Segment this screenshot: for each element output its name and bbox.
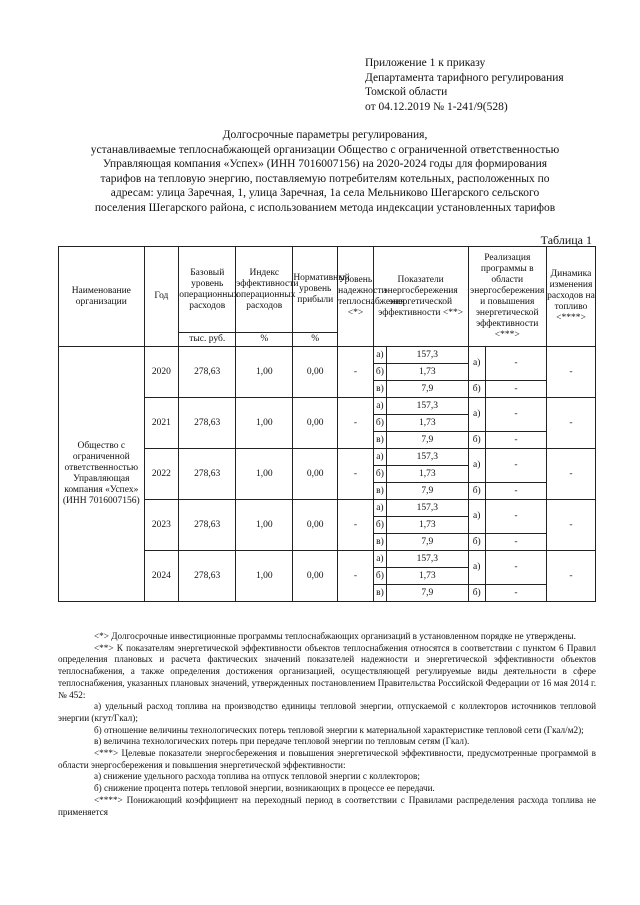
- energy-label-cell: б): [373, 364, 386, 381]
- energy-label-cell: а): [373, 449, 386, 466]
- index-cell: 1,00: [236, 449, 293, 500]
- index-cell: 1,00: [236, 500, 293, 551]
- energy-value-cell: 157,3: [387, 449, 469, 466]
- profit-cell: 0,00: [293, 500, 338, 551]
- footnote: в) величина технологических потерь при передаче тепловой энергии по тепловым сетям (Гкал).: [94, 736, 470, 747]
- year-cell: 2023: [144, 500, 179, 551]
- energy-label-cell: в): [373, 483, 386, 500]
- profit-cell: 0,00: [293, 449, 338, 500]
- energy-label-cell: в): [373, 585, 386, 602]
- energy-value-cell: 157,3: [387, 347, 469, 364]
- energy-value-cell: 157,3: [387, 398, 469, 415]
- dynamics-cell: -: [546, 500, 595, 551]
- year-cell: 2022: [144, 449, 179, 500]
- title-line: Управляющая компания «Успех» (ИНН 7016007156) на 2020-2024 годы для формирования: [102, 158, 548, 171]
- unit-index: %: [236, 333, 293, 347]
- dynamics-cell: -: [546, 551, 595, 602]
- program-value-cell: -: [485, 500, 546, 534]
- program-value-cell: -: [485, 432, 546, 449]
- dynamics-cell: -: [546, 449, 595, 500]
- program-value-cell: -: [485, 449, 546, 483]
- reliability-cell: -: [338, 449, 374, 500]
- year-cell: 2021: [144, 398, 179, 449]
- footnote: а) снижение удельного расхода топлива на отпуск тепловой энергии с коллекторов;: [94, 771, 420, 782]
- program-label-cell: б): [468, 585, 485, 602]
- reliability-cell: -: [338, 398, 374, 449]
- program-value-cell: -: [485, 551, 546, 585]
- appendix-line: Приложение 1 к приказу: [365, 57, 486, 69]
- header-base: Базовый уровень операционных расходов: [179, 247, 236, 333]
- energy-value-cell: 1,73: [387, 568, 469, 585]
- footnote: <***> Целевые показатели энергосбережения и повышения энергетической эффективности, предусмотренные программой в области энергосбережения и повышения энергетической эффективности:: [58, 748, 596, 770]
- base-cell: 278,63: [179, 551, 236, 602]
- index-cell: 1,00: [236, 551, 293, 602]
- title-line: поселения Шегарского района, с использованием метода индексации установленных тарифов: [94, 201, 556, 214]
- energy-label-cell: в): [373, 534, 386, 551]
- energy-label-cell: б): [373, 568, 386, 585]
- energy-value-cell: 7,9: [387, 432, 469, 449]
- year-cell: 2024: [144, 551, 179, 602]
- parameters-table: [58, 246, 596, 602]
- program-label-cell: а): [468, 347, 485, 381]
- index-cell: 1,00: [236, 398, 293, 449]
- footnote: б) снижение процента потерь тепловой энергии, возникающих в процессе ее передачи.: [94, 783, 435, 794]
- program-label-cell: а): [468, 398, 485, 432]
- program-value-cell: -: [485, 381, 546, 398]
- program-value-cell: -: [485, 398, 546, 432]
- base-cell: 278,63: [179, 449, 236, 500]
- program-value-cell: -: [485, 534, 546, 551]
- profit-cell: 0,00: [293, 551, 338, 602]
- program-label-cell: б): [468, 483, 485, 500]
- header-index: Индекс эффективности операционных расходов: [236, 247, 293, 333]
- energy-value-cell: 7,9: [387, 534, 469, 551]
- energy-label-cell: б): [373, 415, 386, 432]
- header-dynamics: Динамика изменения расходов на топливо <****>: [546, 247, 595, 347]
- header-year: Год: [144, 247, 179, 347]
- program-value-cell: -: [485, 585, 546, 602]
- program-label-cell: а): [468, 500, 485, 534]
- org-name-cell: Общество с ограниченной ответственностью Управляющая компания «Успех» (ИНН 7016007156): [59, 347, 145, 602]
- footnote: а) удельный расход топлива на производство единицы тепловой энергии, отпускаемой с коллекторов источников тепловой энергии (кгут/Гкал);: [58, 701, 596, 723]
- energy-value-cell: 7,9: [387, 381, 469, 398]
- base-cell: 278,63: [179, 398, 236, 449]
- header-org: Наименование организации: [59, 247, 145, 347]
- title-line: Долгосрочные параметры регулирования,: [222, 129, 428, 141]
- energy-label-cell: а): [373, 551, 386, 568]
- reliability-cell: -: [338, 347, 374, 398]
- footnote: б) отношение величины технологических потерь тепловой энергии к материальной характеристике тепловой сети (Гкал/м2);: [94, 724, 584, 735]
- energy-label-cell: а): [373, 500, 386, 517]
- header-profit: Нормативный уровень прибыли: [293, 247, 338, 333]
- appendix-line: Департамента тарифного регулирования: [365, 71, 564, 84]
- profit-cell: 0,00: [293, 398, 338, 449]
- base-cell: 278,63: [179, 347, 236, 398]
- header-program: Реализация программы в области энергосбережения и повышения энергетической эффективности <***>: [468, 247, 546, 347]
- profit-cell: 0,00: [293, 347, 338, 398]
- energy-value-cell: 1,73: [387, 466, 469, 483]
- unit-profit: %: [293, 333, 338, 347]
- header-energy: Показатели энергосбережения энергетической эффективности <**>: [373, 247, 468, 347]
- header-reliability: Уровень надежности теплоснабжения <*>: [338, 247, 374, 347]
- program-value-cell: -: [485, 347, 546, 381]
- program-label-cell: б): [468, 534, 485, 551]
- table-label: Таблица 1: [540, 233, 592, 247]
- unit-base: тыс. руб.: [179, 333, 236, 347]
- energy-value-cell: 1,73: [387, 364, 469, 381]
- title-line: устанавливаемые теплоснабжающей организации Общество с ограниченной ответственностью: [90, 143, 560, 156]
- energy-label-cell: в): [373, 381, 386, 398]
- program-label-cell: а): [468, 449, 485, 483]
- year-cell: 2020: [144, 347, 179, 398]
- footnote: <****> Понижающий коэффициент на переходный период в соответствии с Правилами распределения расхода топлива не применяется: [58, 794, 596, 817]
- footnote: <*> Долгосрочные инвестиционные программы теплоснабжающих организаций в установленном порядке не утверждены.: [94, 631, 576, 641]
- program-value-cell: -: [485, 483, 546, 500]
- energy-label-cell: в): [373, 432, 386, 449]
- energy-value-cell: 1,73: [387, 415, 469, 432]
- program-label-cell: а): [468, 551, 485, 585]
- program-label-cell: б): [468, 432, 485, 449]
- appendix-line: Томской области: [365, 86, 448, 98]
- dynamics-cell: -: [546, 347, 595, 398]
- energy-label-cell: б): [373, 466, 386, 483]
- reliability-cell: -: [338, 500, 374, 551]
- title-line: тарифов на тепловую энергию, поставляемую потребителям котельных, расположенных по: [100, 172, 550, 185]
- program-label-cell: б): [468, 381, 485, 398]
- index-cell: 1,00: [236, 347, 293, 398]
- appendix-line: от 04.12.2019 № 1-241/9(528): [365, 100, 508, 113]
- footnote: <**> К показателям энергетической эффективности объектов теплоснабжения относятся в соответствии с пунктом 6 Правил определения плановых и расчета фактических значений показателей надежности и энергетической эффективности объектов теплоснабжения, а также определения достижения организацией, осуществляющей регулируемые виды деятельности в сфере теплоснабжения, указанных плановых значений, утвержденных постановлением Правительства Российской Федерации от 16 мая 2014 г. № 452:: [58, 642, 596, 700]
- dynamics-cell: -: [546, 398, 595, 449]
- base-cell: 278,63: [179, 500, 236, 551]
- energy-value-cell: 7,9: [387, 585, 469, 602]
- energy-label-cell: б): [373, 517, 386, 534]
- energy-value-cell: 157,3: [387, 500, 469, 517]
- energy-value-cell: 1,73: [387, 517, 469, 534]
- footnotes: [58, 631, 596, 818]
- document-title: [40, 128, 610, 216]
- reliability-cell: -: [338, 551, 374, 602]
- appendix-header: [365, 56, 564, 114]
- energy-label-cell: а): [373, 347, 386, 364]
- energy-value-cell: 7,9: [387, 483, 469, 500]
- energy-value-cell: 157,3: [387, 551, 469, 568]
- title-line: адресам: улица Заречная, 1, улица Заречная, 1а села Мельниково Шегарского сельского: [110, 187, 540, 200]
- energy-label-cell: а): [373, 398, 386, 415]
